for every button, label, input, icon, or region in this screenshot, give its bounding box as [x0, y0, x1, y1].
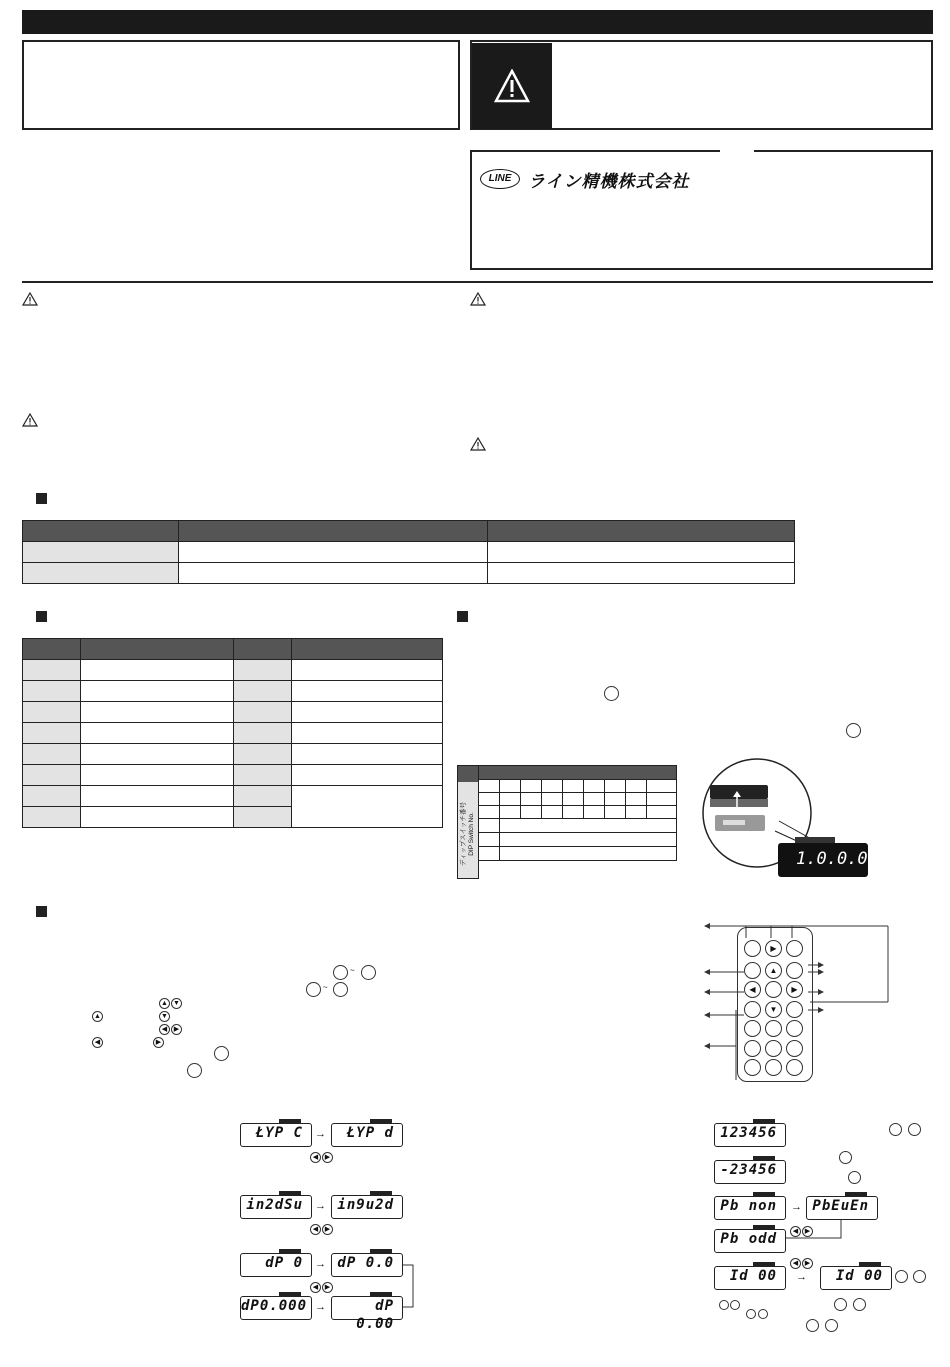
dip-switch-table — [478, 765, 677, 861]
button-icon — [214, 1046, 229, 1061]
button-icon — [333, 982, 348, 997]
display-typ-d: ŁYP d — [331, 1123, 403, 1147]
unit-display: 1.0.0.0.0.0 — [796, 849, 909, 869]
button-icon — [895, 1270, 908, 1283]
arrow: → — [315, 1200, 326, 1212]
button-icon — [848, 1171, 861, 1184]
button-icon — [834, 1298, 847, 1311]
header-bar — [22, 10, 933, 34]
down-key-icon: ▼ — [159, 1011, 170, 1022]
section-marker — [457, 611, 468, 622]
right-key-icon: ▶ — [322, 1282, 333, 1293]
display-typ-c: ŁYP C — [240, 1123, 312, 1147]
button-icon — [758, 1309, 768, 1319]
right-key-icon: ▶ — [153, 1037, 164, 1048]
left-key-icon: ◀ — [310, 1224, 321, 1235]
left-key-icon: ◀ — [790, 1226, 801, 1237]
arrow: → — [315, 1258, 326, 1270]
display-pb-non: Pb non — [714, 1196, 786, 1220]
dip-label-en: DIP Switch No. — [468, 812, 475, 856]
warning-icon — [470, 437, 486, 451]
left-key-icon: ◀ — [310, 1152, 321, 1163]
left-key-icon: ◀ — [744, 981, 761, 998]
display-pb-even: PbEuEn — [806, 1196, 878, 1220]
button-icon — [187, 1063, 202, 1078]
display-dp-000: dP 0.00 — [331, 1296, 403, 1320]
button-icon — [889, 1123, 902, 1136]
display-id-00-a: Id 00 — [714, 1266, 786, 1290]
button-icon — [719, 1300, 729, 1310]
up-key-icon: ▲ — [765, 962, 782, 979]
remote-play-key: ▶ — [765, 940, 782, 957]
down-key-icon: ▼ — [765, 1001, 782, 1018]
arrow: → — [315, 1301, 326, 1313]
display-dp-0: dP 0 — [240, 1253, 312, 1277]
left-key-icon: ◀ — [92, 1037, 103, 1048]
left-key-icon: ◀ — [310, 1282, 321, 1293]
display-123456: 123456 — [714, 1123, 786, 1147]
display-id-00-b: Id 00 — [820, 1266, 892, 1290]
spec-table — [22, 520, 795, 584]
loop-connector — [403, 1262, 417, 1310]
section-marker — [36, 906, 47, 917]
button-icon — [604, 686, 619, 701]
display-minus23456: -23456 — [714, 1160, 786, 1184]
display-input-a: in2dSu — [240, 1195, 312, 1219]
section-marker — [36, 493, 47, 504]
display-pb-odd: Pb odd — [714, 1229, 786, 1253]
right-key-icon: ▶ — [802, 1226, 813, 1237]
company-box-gap — [720, 146, 754, 152]
dip-label-column — [457, 765, 479, 879]
display-dp-0000: dP0.000 — [240, 1296, 312, 1320]
button-icon — [913, 1270, 926, 1283]
terminal-table — [22, 638, 443, 828]
up-key-icon: ▲ — [159, 998, 170, 1009]
button-icon — [853, 1298, 866, 1311]
button-icon — [361, 965, 376, 980]
down-key-icon: ▼ — [171, 998, 182, 1009]
left-key-icon: ◀ — [159, 1024, 170, 1035]
dip-label-jp: ディップスイッチ番号 — [460, 802, 467, 866]
button-icon — [746, 1309, 756, 1319]
right-key-icon: ▶ — [322, 1224, 333, 1235]
display-input-b: in9u2d — [331, 1195, 403, 1219]
section-divider — [22, 281, 933, 283]
warning-block — [472, 43, 552, 129]
company-logo: LINE — [480, 169, 520, 189]
button-icon — [839, 1151, 852, 1164]
right-key-icon: ▶ — [171, 1024, 182, 1035]
up-key-icon: ▲ — [92, 1011, 103, 1022]
tilde: ~ — [350, 966, 355, 975]
warning-icon — [494, 69, 530, 103]
right-key-icon: ▶ — [802, 1258, 813, 1269]
display-dp-00: dP 0.0 — [331, 1253, 403, 1277]
left-key-icon: ◀ — [790, 1258, 801, 1269]
button-icon — [333, 965, 348, 980]
warning-icon — [22, 292, 38, 306]
button-icon — [806, 1319, 819, 1332]
arrow: → — [315, 1128, 326, 1140]
right-key-icon: ▶ — [322, 1152, 333, 1163]
warning-icon — [470, 292, 486, 306]
right-key-icon: ▶ — [786, 981, 803, 998]
arrow: → — [796, 1271, 807, 1283]
tilde: ~ — [323, 983, 328, 992]
button-icon — [730, 1300, 740, 1310]
title-box — [22, 40, 460, 130]
loop-connector — [786, 1218, 846, 1242]
section-marker — [36, 611, 47, 622]
button-icon — [306, 982, 321, 997]
arrow: → — [791, 1201, 802, 1213]
remote-callouts — [700, 920, 895, 1080]
button-icon — [908, 1123, 921, 1136]
button-icon — [846, 723, 861, 738]
company-name: ライン精機株式会社 — [528, 172, 690, 191]
button-icon — [825, 1319, 838, 1332]
warning-icon — [22, 413, 38, 427]
